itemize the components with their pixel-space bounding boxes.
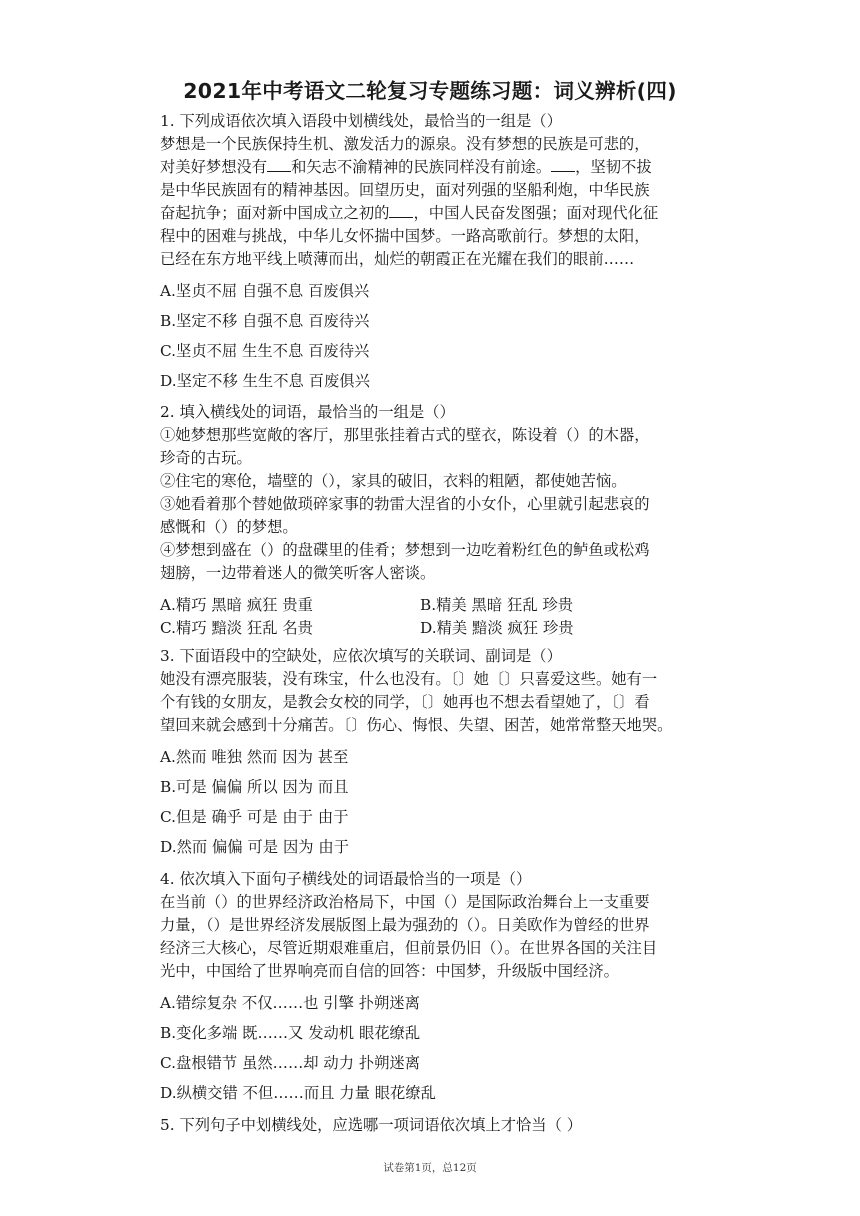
q3-option-c: C.但是 确乎 可是 由于 由于 xyxy=(160,808,349,826)
q1-passage-line: 奋起抗争；面对新中国成立之初的 ，中国人民奋发图强；面对现代化征 xyxy=(160,204,659,222)
q3-passage-line: 个有钱的女朋友，是教会女校的同学，〔〕她再也不想去看望她了，〔〕看 xyxy=(160,693,650,711)
q1-option-b: B.坚定不移 自强不息 百废待兴 xyxy=(160,312,370,330)
q3-passage-line: 望回来就会感到十分痛苦。〔〕伤心、悔恨、失望、困苦，她常常整天地哭。 xyxy=(160,716,673,734)
q4-stem: 4. 依次填入下面句子横线处的词语最恰当的一项是（） xyxy=(160,870,532,888)
q2-item-line: ①她梦想那些宽敞的客厅，那里张挂着古式的壁衣，陈设着（）的木器， xyxy=(160,426,650,444)
q4-option-d: D.纵横交错 不但……而且 力量 眼花缭乱 xyxy=(160,1084,436,1102)
q3-stem: 3. 下面语段中的空缺处，应依次填写的关联词、副词是（） xyxy=(160,647,562,665)
q1-passage-line: 已经在东方地平线上喷薄而出，灿烂的朝霞正在光耀在我们的眼前…… xyxy=(160,250,635,268)
q2-item-line: ②住宅的寒伧，墙壁的（），家具的破旧，衣料的粗陋，都使她苦恼。 xyxy=(160,472,627,490)
q4-option-b: B.变化多端 既……又 发动机 眼花缭乱 xyxy=(160,1024,421,1042)
q4-passage-line: 在当前（）的世界经济政治格局下，中国（）是国际政治舞台上一支重要 xyxy=(160,893,650,911)
q1-option-c: C.坚贞不屈 生生不息 百废待兴 xyxy=(160,342,370,360)
q4-option-c: C.盘根错节 虽然……却 动力 扑朔迷离 xyxy=(160,1054,421,1072)
fill-blank xyxy=(267,156,291,172)
q4-passage-line: 经济三大核心，尽管近期艰难重启，但前景仍旧（）。在世界各国的关注目 xyxy=(160,939,658,957)
q2-item-line: 感慨和（）的梦想。 xyxy=(160,518,298,536)
q2-item-line: ③她看着那个替她做琐碎家事的勃雷大涅省的小女仆，心里就引起悲哀的 xyxy=(160,495,650,513)
q3-option-b: B.可是 偏偏 所以 因为 而且 xyxy=(160,778,349,796)
q1-stem: 1. 下列成语依次填入语段中划横线处，最恰当的一组是（） xyxy=(160,112,562,130)
q3-passage-line: 她没有漂亮服装，没有珠宝，什么也没有。〔〕她〔〕只喜爱这些。她有一 xyxy=(160,670,658,688)
page-footer: 试卷第1页，总12页 xyxy=(383,1162,477,1174)
q1-option-a: A.坚贞不屈 自强不息 百废俱兴 xyxy=(160,282,370,300)
q1-passage-line: 是中华民族固有的精神基因。回望历史，面对列强的坚船利炮，中华民族 xyxy=(160,181,650,199)
q2-option-c: C.精巧 黯淡 狂乱 名贵 xyxy=(160,619,313,637)
q3-option-d: D.然而 偏偏 可是 因为 由于 xyxy=(160,838,350,856)
q2-option-b: B.精美 黑暗 狂乱 珍贵 xyxy=(420,596,574,614)
q2-option-d: D.精美 黯淡 疯狂 珍贵 xyxy=(420,619,574,637)
q2-item-line: ④梦想到盛在（）的盘碟里的佳肴；梦想到一边吃着粉红色的鲈鱼或松鸡 xyxy=(160,541,650,559)
q1-passage-line: 程中的困难与挑战，中华儿女怀揣中国梦。一路高歌前行。梦想的太阳， xyxy=(160,227,650,245)
page-title: 2021年中考语文二轮复习专题练习题：词义辨析(四) xyxy=(183,79,677,103)
q2-option-a: A.精巧 黑暗 疯狂 贵重 xyxy=(160,596,313,614)
q2-stem: 2. 填入横线处的词语，最恰当的一组是（） xyxy=(160,403,455,421)
fill-blank xyxy=(551,156,575,172)
q1-passage-line: 梦想是一个民族保持生机、激发活力的源泉。没有梦想的民族是可悲的， xyxy=(160,135,650,153)
q1-passage-line: 对美好梦想没有 和矢志不渝精神的民族同样没有前途。 ，坚韧不拔 xyxy=(160,158,652,176)
q3-option-a: A.然而 唯独 然而 因为 甚至 xyxy=(160,748,349,766)
fill-blank xyxy=(389,202,413,218)
q4-passage-line: 力量，（）是世界经济发展版图上最为强劲的（）。日美欧作为曾经的世界 xyxy=(160,916,650,934)
q4-passage-line: 光中，中国给了世界响亮而自信的回答：中国梦，升级版中国经济。 xyxy=(160,962,619,980)
q4-option-a: A.错综复杂 不仅……也 引擎 扑朔迷离 xyxy=(160,994,420,1012)
q1-option-d: D.坚定不移 生生不息 百废俱兴 xyxy=(160,372,370,390)
q2-item-line: 翅膀，一边带着迷人的微笑听客人密谈。 xyxy=(160,564,436,582)
q2-item-line: 珍奇的古玩。 xyxy=(160,449,252,467)
q5-stem: 5. 下列句子中划横线处，应选哪一项词语依次填上才恰当（ ） xyxy=(160,1116,583,1134)
